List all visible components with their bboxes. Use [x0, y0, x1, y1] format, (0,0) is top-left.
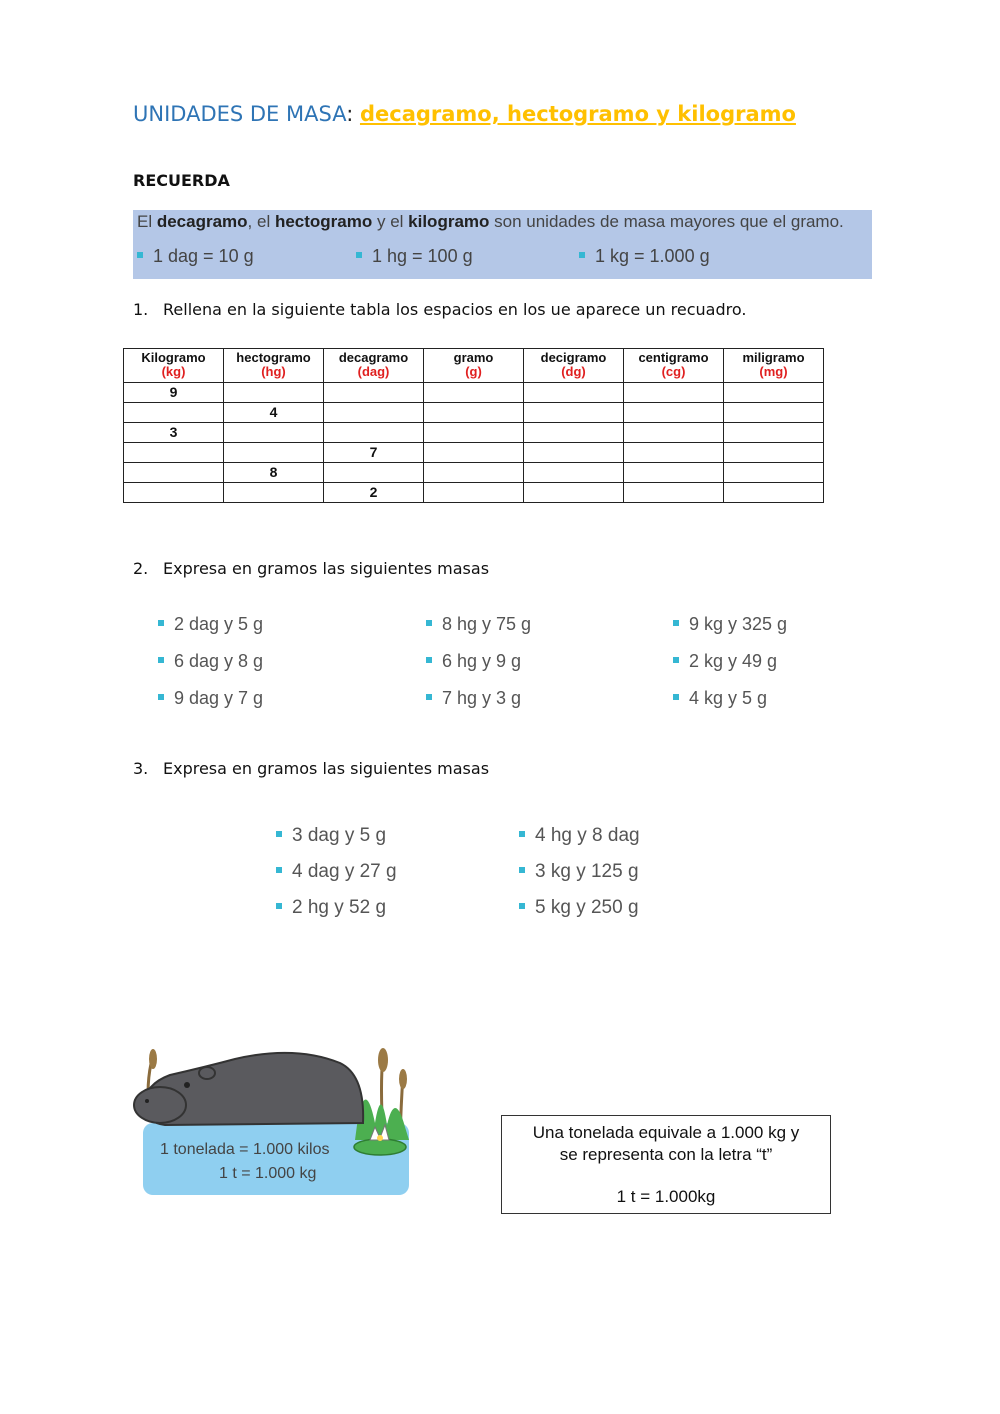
table-cell[interactable]	[224, 423, 324, 443]
question-1: 1. Rellena en la siguiente tabla los espacios en los ue aparece un recuadro.	[133, 300, 747, 319]
title-colon: :	[346, 102, 354, 126]
bullet-icon	[158, 694, 164, 700]
bullet-icon	[673, 620, 679, 626]
bullet-icon	[519, 903, 525, 909]
bullet-icon	[356, 252, 362, 258]
bullet-icon	[276, 867, 282, 873]
hippo-illustration	[125, 1045, 415, 1200]
exercise-item: 2 hg y 52 g	[276, 897, 386, 919]
question-2: 2. Expresa en gramos las siguientes masas	[133, 559, 490, 578]
table-row	[124, 423, 824, 443]
remember-item: 1 hg = 100 g	[356, 246, 473, 267]
bullet-icon	[426, 657, 432, 663]
exercise-item: 9 kg y 325 g	[673, 614, 787, 635]
recuerda-heading: RECUERDA	[133, 171, 230, 190]
bullet-icon	[276, 903, 282, 909]
bullet-icon	[579, 252, 585, 258]
table-row	[124, 443, 824, 463]
exercise-item: 4 kg y 5 g	[673, 688, 767, 709]
table-cell[interactable]	[424, 483, 524, 503]
table-row	[124, 463, 824, 483]
exercise-item: 6 dag y 8 g	[158, 651, 263, 672]
exercise-item: 7 hg y 3 g	[426, 688, 521, 709]
exercise-item: 2 dag y 5 g	[158, 614, 263, 635]
table-cell[interactable]	[524, 483, 624, 503]
exercise-item: 5 kg y 250 g	[519, 897, 639, 919]
bullet-icon	[519, 867, 525, 873]
table-cell[interactable]	[524, 443, 624, 463]
title-main: UNIDADES DE MASA	[133, 102, 347, 126]
table-cell[interactable]	[124, 463, 224, 483]
table-cell[interactable]	[124, 443, 224, 463]
table-cell[interactable]	[724, 443, 824, 463]
question-3: 3. Expresa en gramos las siguientes masas	[133, 759, 490, 778]
table-cell[interactable]: 7	[324, 443, 424, 463]
table-cell[interactable]	[524, 463, 624, 483]
table-cell[interactable]	[224, 383, 324, 403]
table-cell[interactable]	[624, 463, 724, 483]
table-row	[124, 403, 824, 423]
header-kg: Kilogramo (kg)	[124, 349, 224, 383]
table-cell[interactable]	[724, 463, 824, 483]
table-cell[interactable]	[324, 403, 424, 423]
units-table	[123, 348, 824, 503]
bullet-icon	[673, 657, 679, 663]
table-cell[interactable]	[224, 443, 324, 463]
page-title	[133, 102, 796, 126]
exercise-item: 3 dag y 5 g	[276, 825, 386, 847]
table-cell[interactable]	[724, 403, 824, 423]
remember-box	[133, 210, 872, 279]
table-cell[interactable]	[424, 443, 524, 463]
hippo-label-2: 1 t = 1.000 kg	[219, 1165, 317, 1182]
table-row	[124, 383, 824, 403]
table-cell[interactable]	[424, 403, 524, 423]
remember-item: 1 kg = 1.000 g	[579, 246, 710, 267]
header-dg: decigramo (dg)	[524, 349, 624, 383]
exercise-item: 4 hg y 8 dag	[519, 825, 640, 847]
header-dag: decagramo (dag)	[324, 349, 424, 383]
bullet-icon	[426, 620, 432, 626]
tonelada-line-3: 1 t = 1.000kg	[616, 1187, 716, 1206]
exercise-item: 9 dag y 7 g	[158, 688, 263, 709]
exercise-item: 8 hg y 75 g	[426, 614, 531, 635]
table-cell[interactable]	[624, 483, 724, 503]
table-cell[interactable]	[424, 423, 524, 443]
table-cell[interactable]: 2	[324, 483, 424, 503]
bullet-icon	[276, 831, 282, 837]
title-subtitle: decagramo, hectogramo y kilogramo	[359, 102, 796, 126]
table-cell[interactable]	[324, 463, 424, 483]
hippo-label-1: 1 tonelada = 1.000 kilos	[160, 1141, 330, 1158]
bullet-icon	[137, 252, 143, 258]
tonelada-line-1: Una tonelada equivale a 1.000 kg y	[532, 1123, 800, 1142]
remember-item: 1 dag = 10 g	[137, 246, 254, 267]
table-cell[interactable]	[624, 383, 724, 403]
exercise-item: 6 hg y 9 g	[426, 651, 521, 672]
tonelada-box	[501, 1115, 831, 1214]
table-cell[interactable]	[424, 383, 524, 403]
table-row	[124, 483, 824, 503]
table-header-row	[124, 349, 824, 383]
remember-text: El decagramo, el hectogramo y el kilogramo son unidades de masa mayores que el gramo.	[137, 212, 844, 231]
bullet-icon	[158, 657, 164, 663]
table-cell[interactable]: 8	[224, 463, 324, 483]
bullet-icon	[158, 620, 164, 626]
table-cell[interactable]	[124, 403, 224, 423]
tonelada-line-2: se representa con la letra “t”	[559, 1145, 773, 1164]
header-cg: centigramo (cg)	[624, 349, 724, 383]
table-cell[interactable]	[724, 483, 824, 503]
table-cell[interactable]	[524, 423, 624, 443]
exercise-item: 3 kg y 125 g	[519, 861, 639, 883]
table-cell[interactable]	[424, 463, 524, 483]
table-cell[interactable]	[324, 383, 424, 403]
header-hg: hectogramo (hg)	[224, 349, 324, 383]
table-cell[interactable]	[124, 483, 224, 503]
table-cell[interactable]	[624, 423, 724, 443]
table-cell[interactable]	[324, 423, 424, 443]
table-cell[interactable]	[224, 483, 324, 503]
table-cell[interactable]	[624, 443, 724, 463]
exercise-item: 4 dag y 27 g	[276, 861, 397, 883]
header-g: gramo (g)	[424, 349, 524, 383]
table-cell[interactable]: 3	[124, 423, 224, 443]
table-cell[interactable]	[724, 383, 824, 403]
exercise-item: 2 kg y 49 g	[673, 651, 777, 672]
table-cell[interactable]	[724, 423, 824, 443]
table-cell[interactable]	[624, 403, 724, 423]
bullet-icon	[426, 694, 432, 700]
bullet-icon	[519, 831, 525, 837]
table-cell[interactable]	[524, 403, 624, 423]
table-cell[interactable]	[524, 383, 624, 403]
header-mg: miligramo (mg)	[724, 349, 824, 383]
table-cell[interactable]: 4	[224, 403, 324, 423]
table-cell[interactable]: 9	[124, 383, 224, 403]
bullet-icon	[673, 694, 679, 700]
